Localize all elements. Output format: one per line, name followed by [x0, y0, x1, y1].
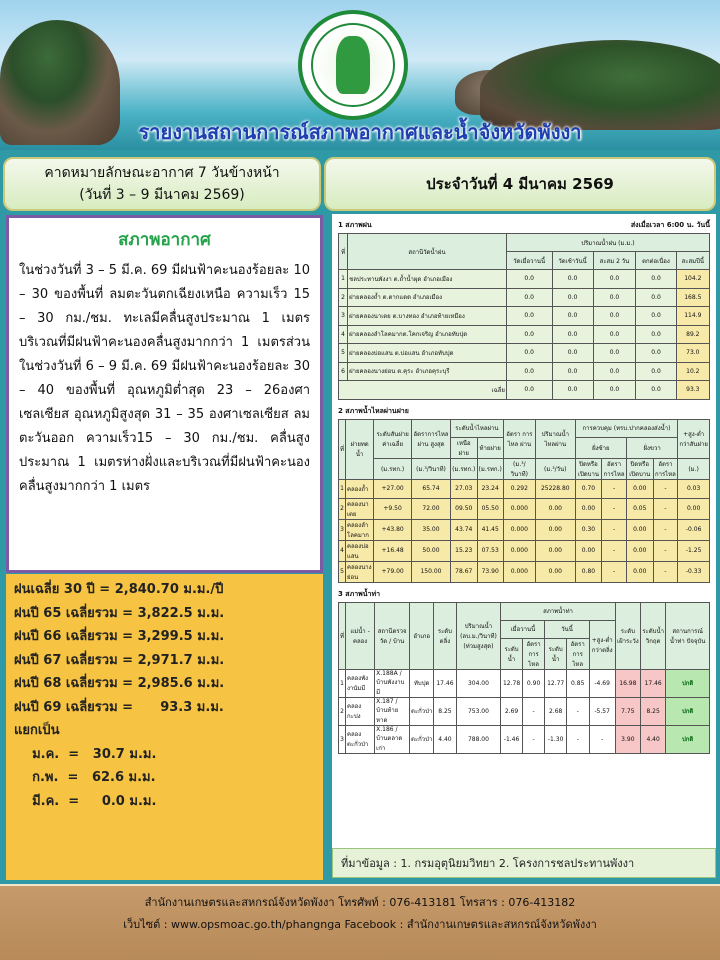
table-row	[339, 479, 710, 498]
col-header: วัดเช้าวันนี้	[552, 252, 593, 270]
table-cell: 23.24	[477, 479, 503, 498]
table-cell: 27.03	[450, 479, 477, 498]
rain-line: ฝนเฉลี่ย 30 ปี = 2,840.70 ม.ม./ปี	[14, 582, 224, 597]
table-cell: คลองถ้ำ	[345, 479, 373, 498]
table-cell: X.186 / บ้านตลาดเก่า	[375, 725, 410, 753]
table-cell: 0.00	[626, 561, 653, 582]
table-cell: 0.0	[593, 307, 636, 326]
col-header: วัดเมื่อวานนี้	[506, 252, 552, 270]
col-header: สะสมปีนี้	[676, 252, 709, 270]
rain-line: ม.ค. = 30.7 ม.ม.	[14, 746, 157, 762]
table-cell: 104.2	[676, 270, 709, 289]
col-header: อัตราการไหล	[522, 638, 545, 669]
forecast-dates: (วันที่ 3 – 9 มีนาคม 2569)	[79, 187, 245, 203]
table-cell: คลองกะปง	[345, 697, 374, 725]
table-cell: 0.00	[575, 498, 602, 519]
table-cell: ปกติ	[666, 669, 710, 697]
table-cell: ทับปุด	[410, 669, 434, 697]
table-cell: -	[602, 498, 627, 519]
table-cell: 89.2	[676, 325, 709, 344]
table-cell: 0.0	[506, 270, 552, 289]
table-cell: 114.9	[676, 307, 709, 326]
table-row	[339, 540, 710, 561]
table-cell: ฝายคลองถ้ำ ต.ตากแดด อำเภอเมือง	[348, 288, 507, 307]
table-cell: 0.0	[552, 325, 593, 344]
data-source-note: ที่มาข้อมูล : 1. กรมอุตุนิยมวิทยา 2. โครงการชลประทานพังงา	[332, 848, 716, 878]
table-row	[339, 669, 710, 697]
table-cell: 168.5	[676, 288, 709, 307]
table-cell: -	[653, 540, 678, 561]
table-row	[339, 725, 710, 753]
table-cell: 93.3	[676, 381, 709, 400]
table-cell: +16.48	[374, 540, 412, 561]
table-cell: -	[653, 498, 678, 519]
col-header: ฝั่งซ้าย	[575, 437, 626, 458]
table-cell: 0.000	[503, 498, 535, 519]
table-row-average	[339, 381, 710, 400]
table-row	[339, 270, 710, 289]
table-cell: 0.0	[593, 270, 636, 289]
table-cell: 0.0	[636, 362, 676, 381]
table-cell: -	[602, 479, 627, 498]
col-header: ฝั่งขวา	[626, 437, 677, 458]
col-header: ระดับน้ำไหลผ่าน	[450, 419, 503, 437]
table-cell: 4	[339, 325, 348, 344]
table-cell: 25228.80	[535, 479, 575, 498]
table-cell: 8.25	[434, 697, 456, 725]
col-header: อัตราการไหล	[566, 638, 589, 669]
table-cell: 12.78	[501, 669, 522, 697]
table-row	[339, 307, 710, 326]
col-header: +สูง-ต่ำ กว่าตลิ่ง	[589, 620, 615, 669]
col-header: สถานีตรวจวัด / บ้าน	[375, 602, 410, 669]
table-cell: 0.05	[626, 498, 653, 519]
table-cell: 7.75	[615, 697, 640, 725]
table-cell: ฝายคลองบ่อแสน ต.บ่อแสน อำเภอทับปุด	[348, 344, 507, 363]
col-header: ปิดหรือ เปิดบาน	[626, 458, 653, 479]
table-cell: +43.80	[374, 519, 412, 540]
table-cell: 17.46	[640, 669, 665, 697]
table-cell: 0.0	[506, 381, 552, 400]
section-2-header	[338, 406, 710, 417]
col-header: เมื่อวานนี้	[501, 620, 545, 638]
table-cell: 0.0	[593, 344, 636, 363]
col-header: ระดับสันฝาย ค่าเฉลี่ย	[374, 419, 412, 458]
table-cell: ฝายคลองนางย่อน ต.คุระ อำเภอคุระบุรี	[348, 362, 507, 381]
table-cell: 35.00	[412, 519, 451, 540]
table-cell: 0.30	[575, 519, 602, 540]
col-header: ปิดหรือ เปิดบาน	[575, 458, 602, 479]
table-cell: คลองนางย่อน	[345, 561, 373, 582]
forecast-title: คาดหมายลักษณะอากาศ 7 วันข้างหน้า	[44, 165, 280, 181]
table-cell: เฉลี่ย	[339, 381, 507, 400]
table-cell: 5	[339, 344, 348, 363]
table-cell: 0.80	[575, 561, 602, 582]
table-cell: 0.0	[552, 362, 593, 381]
table-cell: 1	[339, 270, 348, 289]
rain-line: ก.พ. = 62.6 ม.ม.	[14, 770, 156, 785]
table-cell: +79.00	[374, 561, 412, 582]
table-cell: 0.0	[593, 325, 636, 344]
table-cell: 43.74	[450, 519, 477, 540]
table-cell: -	[653, 561, 678, 582]
table-cell: 0.0	[506, 307, 552, 326]
table-cell: 07.53	[477, 540, 503, 561]
col-header: แม่น้ำ - คลอง	[345, 602, 374, 669]
table-cell: คลองลำโลคมาก	[345, 519, 373, 540]
col-header: ท้ายฝาย	[477, 437, 503, 458]
col-header: ที่	[339, 602, 346, 669]
report-date: ประจำวันที่ 4 มีนาคม 2569	[426, 175, 614, 193]
table-cell: 0.0	[506, 288, 552, 307]
table-cell: -1.30	[545, 725, 566, 753]
col-unit: (ม.รทก.)	[374, 458, 412, 479]
table-cell: 0.000	[503, 561, 535, 582]
table-row	[339, 288, 710, 307]
rain-line: ฝนปี 69 เฉลี่ยรวม = 93.3 ม.ม.	[14, 699, 224, 715]
weir-table	[338, 419, 710, 583]
rain-line: ฝนปี 67 เฉลี่ยรวม = 2,971.7 ม.ม.	[14, 652, 225, 668]
col-header: ระดับน้ำ	[501, 638, 522, 669]
col-header: อำเภอ	[410, 602, 434, 669]
col-header: สถานการณ์ น้ำท่า ปัจจุบัน	[666, 602, 710, 669]
table-cell: 0.0	[552, 288, 593, 307]
table-cell: 50.00	[412, 540, 451, 561]
table-cell: 0.0	[593, 288, 636, 307]
col-header: ระดับตลิ่ง	[434, 602, 456, 669]
rain-line: ฝนปี 66 เฉลี่ยรวม = 3,299.5 ม.ม.	[14, 629, 225, 644]
table-cell: คลองพังงานัมมี	[345, 669, 374, 697]
col-header: อัตราการไหล	[602, 458, 627, 479]
table-cell: 0.00	[575, 540, 602, 561]
table-cell: 1	[339, 479, 346, 498]
col-header: ปริมาณน้ำ ไหลผ่าน	[535, 419, 575, 458]
table-cell: -	[522, 697, 545, 725]
table-cell: -	[602, 540, 627, 561]
table-cell: -	[602, 561, 627, 582]
table-cell: 0.00	[626, 479, 653, 498]
col-unit: (ม.³/วินาที)	[412, 458, 451, 479]
table-cell: 0.70	[575, 479, 602, 498]
table-cell: ตะกั่วป่า	[410, 697, 434, 725]
table-cell: 2.69	[501, 697, 522, 725]
col-header: อัตราการไหล	[653, 458, 678, 479]
weather-panel	[6, 215, 323, 573]
table-cell: 0.00	[678, 498, 710, 519]
table-cell: 0.0	[593, 381, 636, 400]
col-header: ฝายทดน้ำ	[345, 419, 373, 479]
rain-line: ฝนปี 65 เฉลี่ยรวม = 3,822.5 ม.ม.	[14, 605, 225, 621]
table-cell: 0.00	[535, 561, 575, 582]
table-cell: 1	[339, 669, 346, 697]
table-row	[339, 344, 710, 363]
col-header: ระดับเฝ้าระวัง	[615, 602, 640, 669]
table-cell: 0.00	[626, 540, 653, 561]
table-cell: 78.67	[450, 561, 477, 582]
col-header: เหนือฝาย	[450, 437, 477, 458]
forecast-header	[3, 157, 321, 211]
table-cell: -1.25	[678, 540, 710, 561]
table-cell: -	[522, 725, 545, 753]
col-header: วันนี้	[545, 620, 589, 638]
table-cell: 73.0	[676, 344, 709, 363]
col-unit: (ม.)	[678, 458, 710, 479]
table-cell: 3.90	[615, 725, 640, 753]
table-cell: 0.03	[678, 479, 710, 498]
col-header: ระดับน้ำ	[545, 638, 566, 669]
col-header: สภาพน้ำท่า	[501, 602, 615, 620]
table-cell: คลองตะกั่วป่า	[345, 725, 374, 753]
section-3-title: 3 สภาพน้ำท่า	[338, 589, 380, 598]
table-cell: 0.000	[503, 540, 535, 561]
header-banner	[0, 0, 720, 150]
table-cell: 05.50	[477, 498, 503, 519]
footer-contact: สำนักงานเกษตรและสหกรณ์จังหวัดพังงา โทรศัพท์ : 076-413181 โทรสาร : 076-413182	[144, 896, 576, 909]
table-cell: 2	[339, 288, 348, 307]
col-header: อัตรา การไหล ผ่าน	[503, 419, 535, 458]
table-cell: -	[602, 519, 627, 540]
table-cell: 0.0	[636, 307, 676, 326]
water-report	[332, 214, 716, 850]
col-header: สะสม 2 วัน	[593, 252, 636, 270]
section-1-time: ส่งเมื่อเวลา 6:00 น. วันนี้	[630, 221, 710, 229]
table-cell: 0.0	[552, 381, 593, 400]
table-cell: -1.46	[501, 725, 522, 753]
table-cell: 2	[339, 498, 346, 519]
table-cell: 8.25	[640, 697, 665, 725]
table-cell: 304.00	[456, 669, 501, 697]
table-cell: +9.50	[374, 498, 412, 519]
table-cell: 0.0	[552, 270, 593, 289]
col-unit: (ม.รทก.)	[477, 458, 503, 479]
table-cell: -	[566, 697, 589, 725]
table-cell: -0.06	[678, 519, 710, 540]
table-cell: -0.33	[678, 561, 710, 582]
table-cell: 16.98	[615, 669, 640, 697]
table-cell: 3	[339, 519, 346, 540]
col-header: ปริมาณน้ำฝน (ม.ม.)	[506, 234, 709, 252]
section-1-title: 1 สภาพฝน	[338, 221, 372, 229]
table-cell: 0.000	[503, 519, 535, 540]
section-1-header	[338, 220, 710, 231]
table-row	[339, 697, 710, 725]
table-cell: -	[653, 479, 678, 498]
col-header: +สูง-ต่ำ กว่าสันฝาย	[678, 419, 710, 458]
table-cell: 0.85	[566, 669, 589, 697]
table-cell: X.188A / บ้านพังงาบมี	[375, 669, 410, 697]
rain-line: ฝนปี 68 เฉลี่ยรวม = 2,985.6 ม.ม.	[14, 676, 225, 691]
ministry-seal-logo	[298, 10, 408, 120]
table-cell: 6	[339, 362, 348, 381]
table-cell: 0.0	[506, 325, 552, 344]
table-cell: 0.0	[636, 288, 676, 307]
table-cell: 15.23	[450, 540, 477, 561]
rainfall-summary	[6, 574, 323, 880]
table-cell: ปกติ	[666, 697, 710, 725]
table-cell: ปกติ	[666, 725, 710, 753]
table-cell: ชลประทานพังงา ต.ถ้ำน้ำผุด อำเภอเมือง	[348, 270, 507, 289]
col-unit: (ม.รทก.)	[450, 458, 477, 479]
table-cell: ตะกั่วป่า	[410, 725, 434, 753]
table-row	[339, 561, 710, 582]
col-header: ตกต่อเนื่อง	[636, 252, 676, 270]
table-cell: 2	[339, 697, 346, 725]
table-cell: -	[566, 725, 589, 753]
weather-heading: สภาพอากาศ	[118, 230, 211, 250]
table-row	[339, 519, 710, 540]
table-cell: 0.0	[636, 381, 676, 400]
col-unit: (ม.³/วัน)	[535, 458, 575, 479]
table-cell: ฝายคลองลำโลคมากต.โคกเจริญ อำเภอทับปุด	[348, 325, 507, 344]
table-cell: 0.0	[506, 362, 552, 381]
footer-website[interactable]: เว็บไซต์ : www.opsmoac.go.th/phangnga Facebook : สำนักงานเกษตรและสหกรณ์จังหวัดพังงา	[123, 918, 597, 931]
table-cell: 3	[339, 307, 348, 326]
rain-line: มี.ค. = 0.0 ม.ม.	[14, 793, 157, 809]
table-cell: 17.46	[434, 669, 456, 697]
table-cell: 2.68	[545, 697, 566, 725]
table-row	[339, 498, 710, 519]
table-cell: 0.00	[626, 519, 653, 540]
table-cell: -5.57	[589, 697, 615, 725]
table-cell: -	[653, 519, 678, 540]
table-cell: 0.0	[552, 307, 593, 326]
table-cell: 12.77	[545, 669, 566, 697]
section-2-title: 2 สภาพน้ำไหลผ่านฝาย	[338, 406, 409, 415]
table-cell: 0.0	[552, 344, 593, 363]
table-cell: 0.0	[636, 344, 676, 363]
weather-text: ในช่วงวันที่ 3 – 5 มี.ค. 69 มีฝนฟ้าคะนองร้อยละ 10 – 30 ของพื้นที่ ลมตะวันตกเฉียงเหนือ ความเร็ว 15 – 30 กม./ชม. ทะเลมีคลื่นสูงประมาณ 1 เมตร บริเวณที่มีฝนฟ้าคะนองคลื่นสูงมากกว่า 1 เมตรส่วนในช่วงวันที่ 6 – 9 มี.ค. 69 มีฝนฟ้าคะนองร้อยละ 30 – 40 ของพื้นที่ อุณหภูมิต่ำสุด 23 – 26องศาเซลเซียส อุณหภูมิสูงสุด 31 – 35 องศาเซลเซียส ลมตะวันออก ความเร็ว15 – 30 กม./ชม. คลื่นสูงประมาณ 1 เมตรห่างฝั่งและบริเวณที่มีฝนฟ้าคะนองคลื่นสูงมากกว่า 1 เมตร	[19, 263, 310, 494]
table-cell: 0.0	[636, 270, 676, 289]
page-title: รายงานสถานการณ์สภาพอากาศและน้ำจังหวัดพังงา	[138, 120, 582, 144]
table-cell: ฝายคลองนาเตย ต.บางทอง อำเภอท้ายเหมือง	[348, 307, 507, 326]
table-cell: 73.90	[477, 561, 503, 582]
table-cell: 0.0	[593, 362, 636, 381]
table-cell: 4	[339, 540, 346, 561]
table-cell: 10.2	[676, 362, 709, 381]
table-cell: X.187 / บ้านท้ายหาด	[375, 697, 410, 725]
col-header: ระดับน้ำวิกฤต	[640, 602, 665, 669]
table-cell: 4.40	[434, 725, 456, 753]
col-unit: (ม.³/วินาที)	[503, 458, 535, 479]
table-cell: 72.00	[412, 498, 451, 519]
table-cell: 0.00	[535, 540, 575, 561]
report-date-header	[324, 157, 716, 211]
rainfall-table	[338, 233, 710, 400]
table-cell: -	[589, 725, 615, 753]
table-row	[339, 325, 710, 344]
section-3-header	[338, 589, 710, 600]
footer	[0, 884, 720, 960]
runoff-table	[338, 602, 710, 754]
rain-line: แยกเป็น	[14, 723, 60, 738]
table-cell: 0.90	[522, 669, 545, 697]
table-cell: -4.69	[589, 669, 615, 697]
col-header: การควบคุม (ทรบ.ปากคลองส่งน้ำ)	[575, 419, 678, 437]
table-cell: 753.00	[456, 697, 501, 725]
col-header: ที่	[339, 419, 346, 479]
table-cell: 0.00	[535, 498, 575, 519]
table-cell: 41.45	[477, 519, 503, 540]
table-cell: +27.00	[374, 479, 412, 498]
table-row	[339, 362, 710, 381]
col-header: สถานีวัดน้ำฝน	[348, 234, 507, 270]
table-cell: 0.0	[506, 344, 552, 363]
table-cell: 5	[339, 561, 346, 582]
table-cell: คลองบ่อแสน	[345, 540, 373, 561]
table-cell: 09.50	[450, 498, 477, 519]
table-cell: 788.00	[456, 725, 501, 753]
table-cell: คลองนาเตย	[345, 498, 373, 519]
table-cell: 0.292	[503, 479, 535, 498]
table-cell: 4.40	[640, 725, 665, 753]
col-header: อัตราการไหลผ่าน สูงสุด	[412, 419, 451, 458]
table-cell: 3	[339, 725, 346, 753]
table-cell: 0.00	[535, 519, 575, 540]
col-header: ปริมาณน้ำ (ลบ.ม./วินาที) (ท่วมสูงสุด)	[456, 602, 501, 669]
table-cell: 0.0	[636, 325, 676, 344]
table-cell: 150.00	[412, 561, 451, 582]
col-header: ที่	[339, 234, 348, 270]
table-cell: 65.74	[412, 479, 451, 498]
